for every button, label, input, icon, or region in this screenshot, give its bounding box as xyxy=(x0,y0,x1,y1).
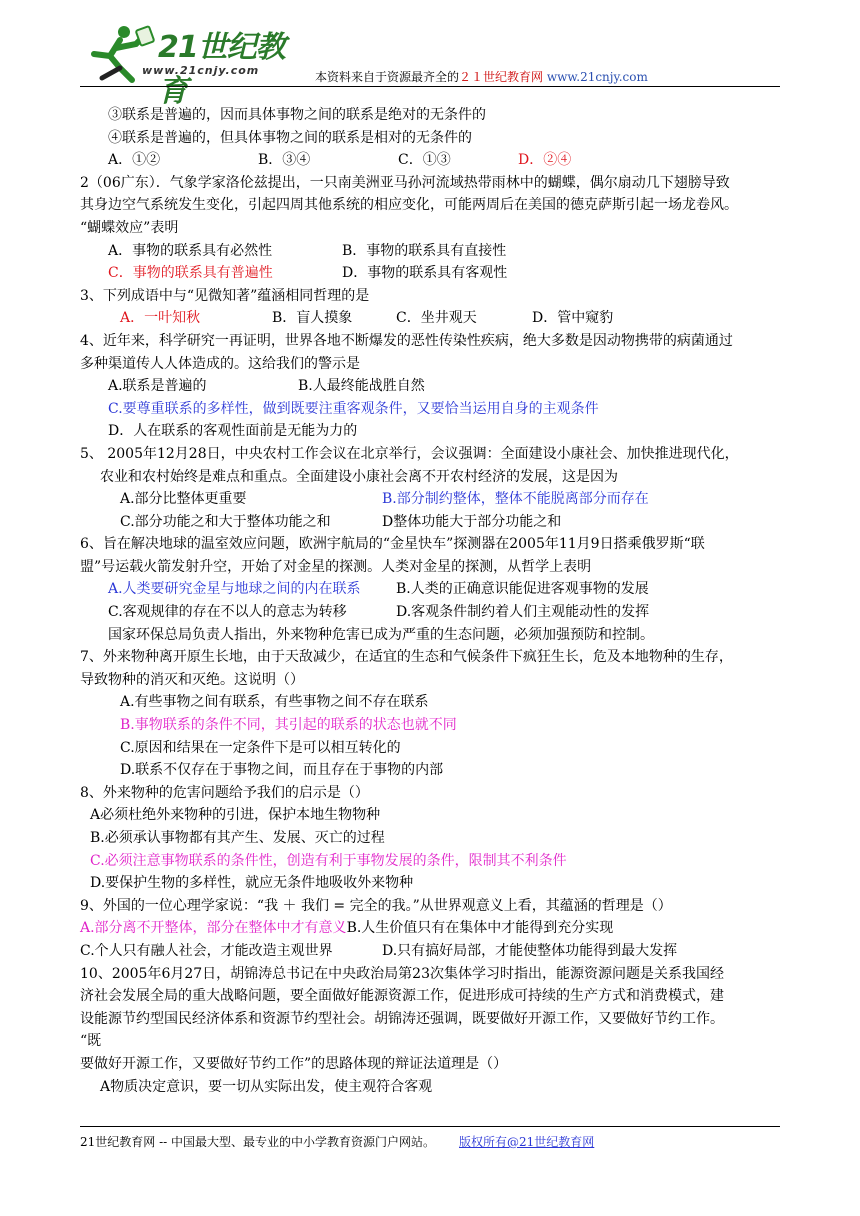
text-line xyxy=(80,1030,780,1053)
text-line xyxy=(80,578,780,601)
text-segment: A.部分离不开整体，部分在整体中才有意义 xyxy=(80,920,347,937)
text-segment: A必须杜绝外来物种的引进，保护本地生物物种 xyxy=(90,807,381,824)
logo-url: www.21cnjy.com xyxy=(142,64,260,77)
text-segment: 5、 2005年12月28日，中央农村工作会议在北京举行，会议强调：全面建设小康社会、加快推进现代化， xyxy=(80,445,739,462)
text-segment: 8、外来物种的危害问题给予我们的启示是（） xyxy=(80,784,369,801)
text-segment: D.只有搞好局部，才能使整体功能得到最大发挥 xyxy=(382,942,678,959)
text-segment: A.人类要研究金星与地球之间的内在联系 xyxy=(108,581,361,598)
text-line xyxy=(80,782,780,805)
text-segment: D.客观条件制约着人们主观能动性的发挥 xyxy=(396,604,650,621)
page-footer xyxy=(80,1126,780,1150)
text-segment: A.部分比整体更重要 xyxy=(120,491,247,508)
text-line xyxy=(80,398,780,421)
text-segment: D．人在联系的客观性面前是无能为力的 xyxy=(108,423,358,440)
text-line xyxy=(80,601,780,624)
text-segment: 盟”号运载火箭发射升空，开始了对金星的探测。人类对金星的探测，从哲学上表明 xyxy=(80,558,592,575)
text-segment: 其身边空气系统发生变化，引起四周其他系统的相应变化，可能两周后在美国的德克萨斯引起一场龙卷风。 xyxy=(80,197,738,214)
text-line xyxy=(80,737,780,760)
text-line xyxy=(80,172,780,195)
text-segment: B．③④ xyxy=(258,152,311,169)
text-line xyxy=(80,466,780,489)
logo-text: 21世纪教育 xyxy=(158,30,285,109)
text-line xyxy=(80,1008,780,1031)
text-segment: D．②④ xyxy=(518,152,572,169)
text-line xyxy=(80,149,780,172)
footer-text: 21世纪教育网 -- 中国最大型、最专业的中小学教育资源门户网站。 xyxy=(80,1135,436,1149)
text-segment: C.要尊重联系的多样性，做到既要注重客观条件，又要恰当运用自身的主观条件 xyxy=(108,400,599,417)
text-segment: 3、下列成语中与“见微知著”蕴涵相同哲理的是 xyxy=(80,287,370,304)
text-line xyxy=(80,443,780,466)
text-line xyxy=(80,827,780,850)
logo xyxy=(80,20,310,109)
text-segment: 设能源节约型国民经济体系和资源节约型社会。胡锦涛还强调，既要做好开源工作，又要做好节约工作。 xyxy=(80,1010,724,1027)
text-segment: D．管中窥豹 xyxy=(532,310,614,327)
text-line xyxy=(80,872,780,895)
text-segment: B．盲人摸象 xyxy=(272,310,353,327)
text-line xyxy=(80,285,780,308)
header-tagline xyxy=(315,68,648,85)
text-segment: 9、外国的一位心理学家说：“我 ＋ 我们 = 完全的我。”从世界观意义上看，其蕴涵的哲理是（） xyxy=(80,897,672,914)
text-line xyxy=(80,533,780,556)
text-segment: B.必须承认事物都有其产生、发展、灭亡的过程 xyxy=(90,830,385,846)
text-line xyxy=(80,262,780,285)
text-line xyxy=(80,420,780,443)
text-segment: “既 xyxy=(80,1033,102,1050)
text-segment: B.人类的正确意识能促进客观事物的发展 xyxy=(396,581,649,598)
text-segment: ③联系是普遍的，因而具体事物之间的联系是绝对的无条件的 xyxy=(108,107,486,123)
text-segment: 4、近年来，科学研究一再证明，世界各地不断爆发的恶性传染性疾病，绝大多数是因动物携带的病菌通过 xyxy=(80,332,733,349)
tagline-prefix: 本资料来自于资源最齐全的 xyxy=(315,70,460,84)
text-line xyxy=(80,353,780,376)
footer-rule xyxy=(80,1126,780,1127)
text-segment: B．事物的联系具有直接性 xyxy=(342,242,507,259)
text-segment: D．事物的联系具有客观性 xyxy=(342,265,508,282)
text-segment: A.有些事物之间有联系，有些事物之间不存在联系 xyxy=(120,694,429,711)
document-body xyxy=(80,104,780,1098)
text-line xyxy=(80,804,780,827)
text-line xyxy=(80,488,780,511)
text-line xyxy=(80,330,780,353)
text-segment: 7、外来物种离开原生长地，由于天敌减少，在适宜的生态和气候条件下疯狂生长，危及本地物种的生存， xyxy=(80,649,733,666)
text-line xyxy=(80,646,780,669)
text-segment: C.原因和结果在一定条件下是可以相互转化的 xyxy=(120,739,401,756)
text-line xyxy=(80,691,780,714)
text-line xyxy=(80,917,780,940)
text-segment: B.人生价值只有在集体中才能得到充分实现 xyxy=(346,920,614,937)
text-segment: 要做好开源工作，又要做好节约工作”的思路体现的辩证法道理是（） xyxy=(80,1055,508,1072)
text-line xyxy=(80,556,780,579)
footer-text-line xyxy=(80,1133,780,1150)
text-line xyxy=(80,127,780,150)
text-line xyxy=(80,307,780,330)
text-segment: A．①② xyxy=(108,152,161,169)
text-line xyxy=(80,1053,780,1076)
text-line xyxy=(80,511,780,534)
text-line xyxy=(80,940,780,963)
text-segment: C.个人只有融人社会，才能改造主观世界 xyxy=(80,942,333,959)
page-header xyxy=(80,20,780,109)
text-segment: 导致物种的消灭和灭绝。这说明（） xyxy=(80,671,304,688)
text-line xyxy=(80,895,780,918)
tagline-url[interactable]: www.21cnjy.com xyxy=(546,70,648,84)
text-segment: D.要保护生物的多样性，就应无条件地吸收外来物种 xyxy=(90,875,414,892)
text-segment: C．事物的联系具有普遍性 xyxy=(108,265,273,282)
text-line xyxy=(80,963,780,986)
text-line xyxy=(80,714,780,737)
tagline-site: ２１世纪教育网 xyxy=(459,70,544,84)
text-segment: A．一叶知秋 xyxy=(120,310,201,327)
text-line xyxy=(80,1076,780,1099)
text-segment: D整体功能大于部分功能之和 xyxy=(382,513,562,530)
text-line xyxy=(80,240,780,263)
text-line xyxy=(80,669,780,692)
text-segment: 6、旨在解决地球的温室效应问题，欧洲宇航局的“金星快车”探测器在2005年11月9日搭乘俄罗斯“联 xyxy=(80,536,705,553)
text-segment: 国家环保总局负责人指出，外来物种危害已成为严重的生态问题，必须加强预防和控制。 xyxy=(108,626,654,643)
text-segment: C.客观规律的存在不以人的意志为转移 xyxy=(108,604,347,621)
text-segment: C．坐井观天 xyxy=(396,310,477,327)
text-segment: 农业和农村始终是难点和重点。全面建设小康社会离不开农村经济的发展，这是因为 xyxy=(100,468,618,485)
text-line xyxy=(80,624,780,647)
text-segment: B.人最终能战胜自然 xyxy=(298,378,425,395)
text-segment: ④联系是普遍的，但具体事物之间的联系是相对的无条件的 xyxy=(108,129,472,146)
text-segment: C.必须注意事物联系的条件性，创造有利于事物发展的条件，限制其不利条件 xyxy=(90,852,567,869)
text-segment: 10、2005年6月27日，胡锦涛总书记在中央政治局第23次集体学习时指出，能源资源问题是关系我国经 xyxy=(80,965,724,982)
header-rule xyxy=(80,86,780,87)
text-segment: A．事物的联系具有必然性 xyxy=(108,242,273,259)
text-segment: A.联系是普遍的 xyxy=(108,378,207,395)
text-segment: 多种渠道传人人体造成的。这给我们的警示是 xyxy=(80,355,360,372)
text-segment: “蝴蝶效应”表明 xyxy=(80,219,179,236)
text-segment: B.事物联系的条件不同，其引起的联系的状态也就不同 xyxy=(120,717,457,734)
text-segment: C.部分功能之和大于整体功能之和 xyxy=(120,513,331,530)
text-line xyxy=(80,375,780,398)
text-segment: A物质决定意识，要一切从实际出发，使主观符合客观 xyxy=(100,1078,433,1095)
text-line xyxy=(80,850,780,873)
text-line xyxy=(80,759,780,782)
footer-copyright-link[interactable]: 版权所有@21世纪教育网 xyxy=(459,1135,595,1149)
text-line xyxy=(80,217,780,240)
text-segment: 2（06广东）．气象学家洛伦兹提出，一只南美洲亚马孙河流域热带雨林中的蝴蝶，偶尔扇动几下翅膀导致 xyxy=(80,174,730,191)
text-segment: C．①③ xyxy=(398,152,451,169)
text-line xyxy=(80,985,780,1008)
text-line xyxy=(80,104,780,127)
text-segment: D.联系不仅存在于事物之间，而且存在于事物的内部 xyxy=(120,762,444,779)
text-segment: 济社会发展全局的重大战略问题，要全面做好能源资源工作，促进形成可持续的生产方式和消费模式，建 xyxy=(80,988,724,1005)
text-line xyxy=(80,194,780,217)
text-segment: B.部分制约整体，整体不能脱离部分而存在 xyxy=(382,491,649,508)
